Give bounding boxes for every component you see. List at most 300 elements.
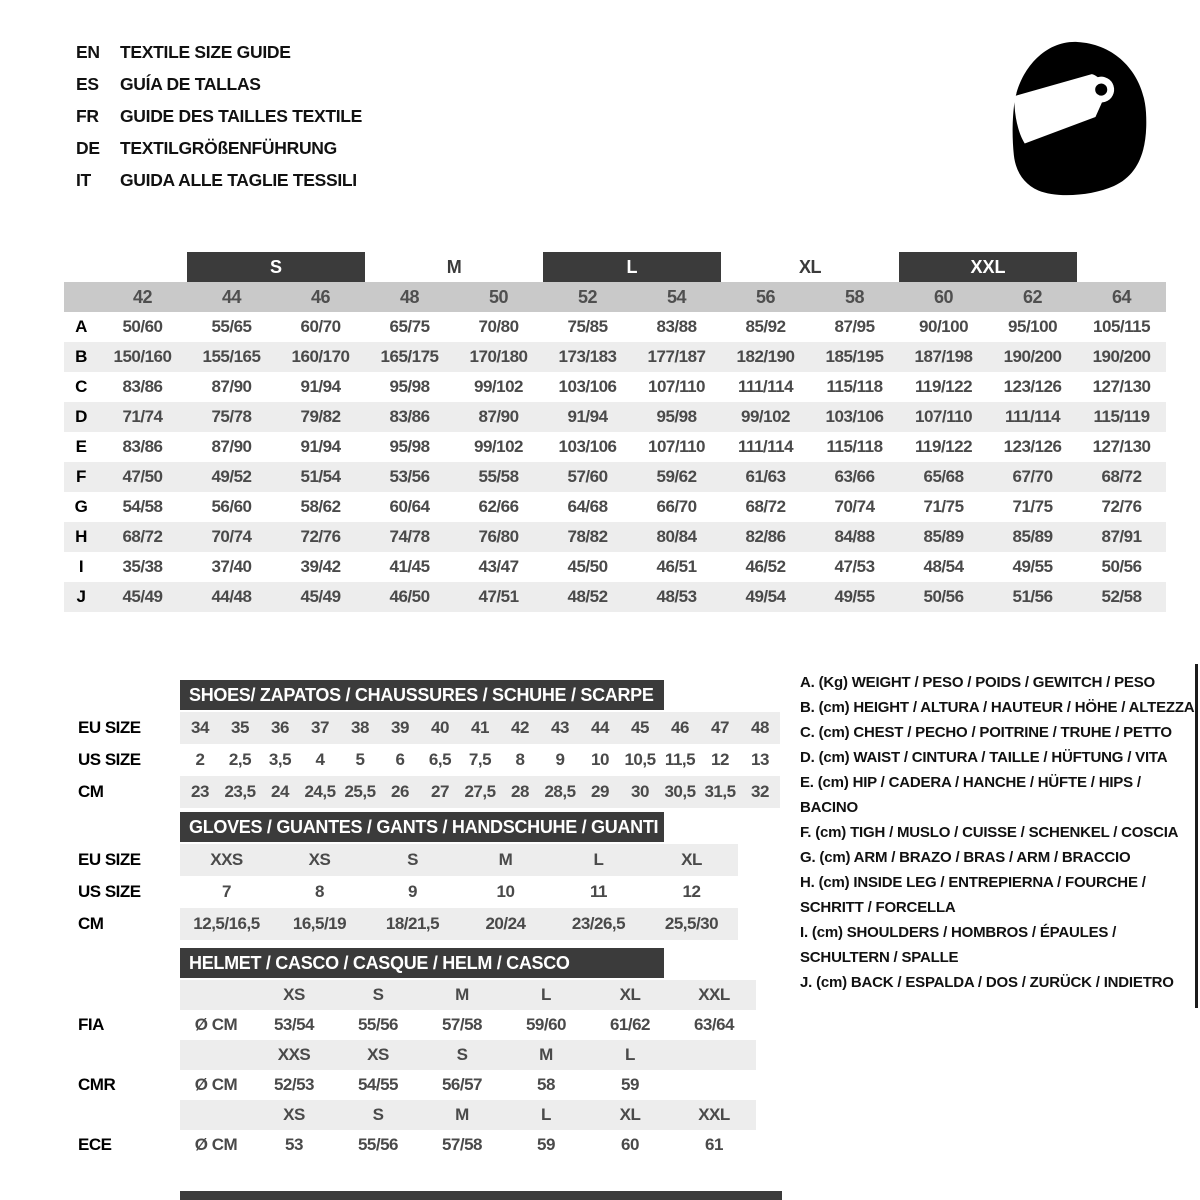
- measurement-value: 55/65: [211, 317, 252, 336]
- shoes-value: 23: [180, 776, 220, 808]
- measurement-value: 103/106: [810, 402, 899, 432]
- gloves-row-eu-size: [66, 844, 738, 876]
- shoes-value: 4: [315, 750, 325, 769]
- gloves-value: XS: [273, 844, 366, 876]
- numeric-size-62: 62: [988, 282, 1077, 312]
- measurement-value: 105/115: [1093, 317, 1151, 336]
- measurement-value: 45/49: [98, 582, 187, 612]
- measurement-value: 111/114: [737, 437, 794, 456]
- measurement-value: 52/58: [1077, 582, 1166, 612]
- measurement-value: 91/94: [543, 402, 632, 432]
- racing-helmet-svg: [982, 30, 1162, 202]
- measurement-value: 48/53: [632, 582, 721, 612]
- gloves-row-label: CM: [66, 908, 180, 940]
- size-group-cell: [543, 252, 721, 282]
- shoes-value: 6: [395, 750, 405, 769]
- helmet-size-value: 58: [537, 1075, 555, 1094]
- band-spacer: [64, 282, 98, 312]
- language-row: [76, 100, 362, 132]
- helmet-size-label: L: [504, 1100, 588, 1130]
- measurement-value: 45/49: [276, 582, 365, 612]
- measurement-value: 67/70: [988, 462, 1077, 492]
- row-letter: G: [74, 497, 88, 516]
- legend-item-g: G. (cm) ARM / BRAZO / BRAS / ARM / BRACCIO: [800, 849, 1131, 866]
- numeric-size-58: 58: [810, 282, 899, 312]
- measurement-value: 87/95: [834, 317, 875, 336]
- guide-title-de: TEXTILGRÖßENFÜHRUNG: [120, 138, 337, 158]
- numeric-size-54: 54: [632, 282, 721, 312]
- measurement-value: 58/62: [300, 497, 341, 516]
- measurement-value: 75/78: [187, 402, 276, 432]
- numeric-size-56: 56: [721, 282, 810, 312]
- measurement-value: 119/122: [915, 437, 973, 456]
- gloves-value: XL: [645, 844, 738, 876]
- shoes-value: 7,5: [468, 750, 492, 769]
- shoes-value: 28: [500, 776, 540, 808]
- numeric-size-46: 46: [276, 282, 365, 312]
- measurement-value: 170/180: [454, 342, 543, 372]
- helmet-size-label: S: [336, 1100, 420, 1130]
- measurement-value: 85/89: [899, 522, 988, 552]
- helmet-section-title: HELMET / CASCO / CASQUE / HELM / CASCO: [189, 953, 570, 973]
- gloves-table: [66, 844, 738, 940]
- gloves-section-title: GLOVES / GUANTES / GANTS / HANDSCHUHE / GUANTI: [189, 817, 659, 837]
- helmet-size-value: 56/57: [441, 1075, 483, 1094]
- helmet-size-value: 61: [705, 1135, 723, 1154]
- measurement-value: 160/170: [276, 342, 365, 372]
- helmet-size-label: XS: [336, 1040, 420, 1070]
- helmet-unit-spacer: [180, 1040, 252, 1070]
- gloves-section-header: [180, 812, 664, 842]
- measurement-row-h: [64, 522, 1166, 552]
- measurement-value: 99/102: [721, 402, 810, 432]
- size-group-label-xl: XL: [799, 257, 822, 277]
- measurement-value: 59/62: [632, 462, 721, 492]
- shoes-value: 46: [660, 712, 700, 744]
- shoes-value: 11,5: [664, 750, 696, 769]
- measurement-value: 187/198: [899, 342, 988, 372]
- shoes-row-us-size: [66, 744, 780, 776]
- helmet-size-value: 60: [621, 1135, 639, 1154]
- helmet-size-value: 61/62: [609, 1015, 651, 1034]
- numeric-size-42: 42: [98, 282, 187, 312]
- shoes-value: 29: [580, 776, 620, 808]
- shoes-value: 27,5: [460, 776, 500, 808]
- shoes-table: [66, 712, 780, 808]
- measurement-value: 95/98: [389, 377, 430, 396]
- measurement-value: 83/86: [122, 437, 163, 456]
- helmet-size-label: L: [504, 980, 588, 1010]
- helmet-size-label: XXS: [252, 1040, 336, 1070]
- helmet-size-label: [672, 1040, 756, 1070]
- helmet-standards-table: [66, 980, 756, 1160]
- measurement-value: 76/80: [454, 522, 543, 552]
- shoes-value: 47: [700, 712, 740, 744]
- language-code: EN: [76, 42, 100, 62]
- shoes-value: 5: [355, 750, 365, 769]
- helmet-size-label: XS: [252, 980, 336, 1010]
- shoes-value: 2: [195, 750, 205, 769]
- guide-title-es: GUÍA DE TALLAS: [120, 74, 261, 94]
- shoes-value: 34: [180, 712, 220, 744]
- measurement-value: 91/94: [300, 437, 341, 456]
- shoes-value: 3,5: [268, 750, 292, 769]
- measurement-value: 155/165: [187, 342, 276, 372]
- measurement-row-g: [64, 492, 1166, 522]
- measurement-row-d: [64, 402, 1166, 432]
- measurement-value: 173/183: [543, 342, 632, 372]
- row-letter: B: [64, 342, 98, 372]
- helmet-sizes-row-cmr: [66, 1040, 756, 1070]
- gloves-value: L: [552, 844, 645, 876]
- legend-item-h: H. (cm) INSIDE LEG / ENTREPIERNA / FOURCHE / SCHRITT / FORCELLA: [800, 874, 1146, 916]
- size-group-cell: [187, 252, 365, 282]
- shoes-value: 42: [500, 712, 540, 744]
- helmet-size-value: 57/58: [441, 1135, 483, 1154]
- language-row: [76, 164, 362, 196]
- measurement-value: 65/75: [389, 317, 430, 336]
- measurement-value: 50/60: [122, 317, 163, 336]
- measurement-value: 65/68: [899, 462, 988, 492]
- measurement-value: 47/50: [98, 462, 187, 492]
- measurement-value: 87/90: [211, 377, 252, 396]
- cropped-footer-bar: [180, 1191, 782, 1200]
- measurement-value: 83/86: [365, 402, 454, 432]
- gloves-value: 16,5/19: [273, 908, 366, 940]
- numeric-band-row: [64, 282, 1166, 312]
- helmet-size-value: 55/56: [357, 1135, 399, 1154]
- size-group-label-l: L: [543, 252, 721, 282]
- guide-title-fr: GUIDE DES TAILLES TEXTILE: [120, 106, 363, 126]
- row-letter: H: [64, 522, 98, 552]
- helmet-size-value: 54/55: [357, 1075, 399, 1094]
- gloves-value: S: [366, 844, 459, 876]
- helmet-size-value: 52/53: [273, 1075, 315, 1094]
- measurement-value: 71/74: [98, 402, 187, 432]
- row-letter: J: [64, 582, 98, 612]
- racing-helmet-icon: [982, 30, 1162, 202]
- shoes-value: 36: [260, 712, 300, 744]
- size-group-header-row: [64, 252, 1166, 282]
- helmet-size-value: 59: [537, 1135, 555, 1154]
- shoes-row-label: EU SIZE: [66, 712, 180, 744]
- gloves-row-label: US SIZE: [66, 876, 180, 908]
- legend-item-i: I. (cm) SHOULDERS / HOMBROS / ÉPAULES / SCHULTERN / SPALLE: [800, 924, 1117, 966]
- shoes-value: 45: [620, 712, 660, 744]
- helmet-size-label: L: [588, 1040, 672, 1070]
- shoes-value: 12: [711, 750, 729, 769]
- measurement-value: 99/102: [474, 437, 524, 456]
- measurement-value: 75/85: [567, 317, 608, 336]
- helmet-size-label: M: [420, 1100, 504, 1130]
- measurement-value: 54/58: [122, 497, 163, 516]
- shoes-value: 41: [460, 712, 500, 744]
- measurement-legend: [800, 670, 1200, 995]
- measurement-value: 111/114: [988, 402, 1077, 432]
- shoes-value: 38: [340, 712, 380, 744]
- gloves-value: M: [459, 844, 552, 876]
- measurement-value: 85/92: [745, 317, 786, 336]
- size-group-label-xxl: XXL: [899, 252, 1077, 282]
- measurement-value: 70/74: [187, 522, 276, 552]
- helmet-values-row-cmr: [66, 1070, 756, 1100]
- row-letter: F: [64, 462, 98, 492]
- shoes-value: 32: [740, 776, 780, 808]
- measurement-value: 123/126: [1003, 377, 1062, 396]
- language-code: FR: [76, 106, 99, 126]
- measurement-value: 95/98: [389, 437, 430, 456]
- helmet-size-value: [672, 1070, 756, 1100]
- measurement-row-e: [64, 432, 1166, 462]
- helmet-values-row-ece: [66, 1130, 756, 1160]
- header-spacer: [1077, 252, 1166, 282]
- measurement-value: 103/106: [558, 437, 617, 456]
- measurement-value: 51/56: [988, 582, 1077, 612]
- measurement-value: 70/80: [478, 317, 519, 336]
- shoes-value: 27: [420, 776, 460, 808]
- language-code: DE: [76, 138, 100, 158]
- helmet-size-label: XXL: [672, 1100, 756, 1130]
- measurement-value: 57/60: [543, 462, 632, 492]
- gloves-value: 12: [682, 882, 701, 901]
- measurement-value: 71/75: [1012, 497, 1053, 516]
- measurement-value: 61/63: [721, 462, 810, 492]
- measurement-value: 182/190: [721, 342, 810, 372]
- measurement-value: 85/89: [988, 522, 1077, 552]
- shoes-row-label: US SIZE: [66, 744, 180, 776]
- measurement-value: 68/72: [98, 522, 187, 552]
- helmet-standard-name: FIA: [66, 1010, 180, 1040]
- helmet-standard-name: CMR: [66, 1070, 180, 1100]
- measurement-value: 91/94: [300, 377, 341, 396]
- gloves-value: 8: [315, 882, 324, 901]
- helmet-size-value: 59: [621, 1075, 639, 1094]
- page-edge-line: [1195, 664, 1198, 1008]
- measurement-row-a: [64, 312, 1166, 342]
- helmet-sizes-spacer: [66, 1040, 180, 1070]
- helmet-sizes-spacer: [66, 1100, 180, 1130]
- helmet-size-label: XL: [588, 1100, 672, 1130]
- measurement-value: 70/74: [834, 497, 875, 516]
- measurement-value: 78/82: [543, 522, 632, 552]
- helmet-standard-name: ECE: [66, 1130, 180, 1160]
- helmet-size-label: S: [420, 1040, 504, 1070]
- shoes-value: 39: [380, 712, 420, 744]
- helmet-values-row-fia: [66, 1010, 756, 1040]
- measurement-row-i: [64, 552, 1166, 582]
- shoes-row-label: CM: [66, 776, 180, 808]
- measurement-value: 45/50: [567, 557, 608, 576]
- shoes-value: 25,5: [340, 776, 380, 808]
- row-letter: C: [75, 377, 87, 396]
- shoes-value: 30: [620, 776, 660, 808]
- row-letter: I: [78, 557, 84, 576]
- measurement-value: 87/90: [454, 402, 543, 432]
- shoes-value: 43: [540, 712, 580, 744]
- measurement-value: 49/54: [721, 582, 810, 612]
- numeric-size-48: 48: [365, 282, 454, 312]
- numeric-size-44: 44: [187, 282, 276, 312]
- measurement-value: 35/38: [122, 557, 163, 576]
- numeric-size-52: 52: [543, 282, 632, 312]
- legend-item-e: E. (cm) HIP / CADERA / HANCHE / HÜFTE / HIPS / BACINO: [800, 774, 1141, 816]
- language-row: [76, 68, 362, 100]
- measurement-value: 123/126: [1003, 437, 1062, 456]
- shoes-value: 8: [515, 750, 525, 769]
- shoes-value: 10: [591, 750, 609, 769]
- measurement-value: 47/53: [834, 557, 875, 576]
- helmet-table-wrap: [66, 980, 756, 1160]
- shoes-value: 23,5: [220, 776, 260, 808]
- measurement-value: 41/45: [389, 557, 430, 576]
- gloves-table-wrap: [66, 844, 738, 940]
- measurement-value: 99/102: [474, 377, 524, 396]
- helmet-unit-label: Ø CM: [194, 1135, 238, 1154]
- measurement-value: 90/100: [919, 317, 969, 336]
- measurement-value: 68/72: [745, 497, 786, 516]
- helmet-size-label: M: [504, 1040, 588, 1070]
- measurement-value: 107/110: [899, 402, 988, 432]
- row-letter: E: [75, 437, 87, 456]
- shoes-value: 37: [300, 712, 340, 744]
- measurement-value: 185/195: [810, 342, 899, 372]
- gloves-value: 18/21,5: [366, 908, 459, 940]
- helmet-sizes-row-ece: [66, 1100, 756, 1130]
- measurement-value: 55/58: [454, 462, 543, 492]
- gloves-value: 7: [222, 882, 231, 901]
- measurement-value: 44/48: [187, 582, 276, 612]
- measurement-value: 79/82: [276, 402, 365, 432]
- measurement-value: 127/130: [1092, 377, 1151, 396]
- shoes-table-wrap: [66, 712, 780, 808]
- measurement-value: 53/56: [365, 462, 454, 492]
- measurement-value: 60/70: [300, 317, 341, 336]
- helmet-size-value: 55/56: [357, 1015, 399, 1034]
- garment-size-table: [64, 252, 1166, 612]
- helmet-size-value: 59/60: [525, 1015, 567, 1034]
- measurement-value: 190/200: [1077, 342, 1166, 372]
- language-row: [76, 36, 362, 68]
- measurement-value: 39/42: [300, 557, 341, 576]
- shoes-value: 6,5: [428, 750, 452, 769]
- measurement-value: 83/88: [656, 317, 697, 336]
- gloves-value: 9: [408, 882, 417, 901]
- size-group-cell: [721, 252, 899, 282]
- shoes-row-eu-size: [66, 712, 780, 744]
- measurement-value: 48/52: [543, 582, 632, 612]
- helmet-size-value: 53/54: [273, 1015, 315, 1034]
- measurement-value: 49/55: [1012, 557, 1053, 576]
- gloves-row-cm: [66, 908, 738, 940]
- measurement-value: 87/91: [1077, 522, 1166, 552]
- helmet-sizes-spacer: [66, 980, 180, 1010]
- garment-size-table-wrap: [64, 252, 1166, 612]
- shoes-section-title: SHOES/ ZAPATOS / CHAUSSURES / SCHUHE / SCARPE: [189, 685, 654, 705]
- shoes-value: 44: [580, 712, 620, 744]
- measurement-value: 83/86: [122, 377, 163, 396]
- measurement-value: 190/200: [988, 342, 1077, 372]
- measurement-value: 50/56: [899, 582, 988, 612]
- language-row: [76, 132, 362, 164]
- measurement-row-j: [64, 582, 1166, 612]
- helmet-size-label: S: [336, 980, 420, 1010]
- helmet-unit-spacer: [180, 980, 252, 1010]
- helmet-size-value: 57/58: [441, 1015, 483, 1034]
- measurement-value: 74/78: [365, 522, 454, 552]
- shoes-value: 26: [380, 776, 420, 808]
- helmet-size-label: M: [420, 980, 504, 1010]
- shoes-value: 2,5: [228, 750, 252, 769]
- measurement-value: 127/130: [1092, 437, 1151, 456]
- measurement-value: 49/55: [810, 582, 899, 612]
- measurement-value: 82/86: [721, 522, 810, 552]
- guide-title-en: TEXTILE SIZE GUIDE: [120, 42, 291, 62]
- measurement-value: 84/88: [810, 522, 899, 552]
- language-code: IT: [76, 170, 91, 190]
- header-spacer: [64, 252, 187, 282]
- helmet-unit-spacer: [180, 1100, 252, 1130]
- measurement-value: 56/60: [211, 497, 252, 516]
- shoes-value: 24,5: [300, 776, 340, 808]
- shoes-value: 35: [220, 712, 260, 744]
- measurement-value: 107/110: [648, 377, 706, 396]
- language-title-list: [76, 36, 362, 196]
- legend-item-f: F. (cm) TIGH / MUSLO / CUISSE / SCHENKEL / COSCIA: [800, 824, 1179, 841]
- size-group-cell: [899, 252, 1077, 282]
- measurement-value: 115/118: [826, 437, 883, 456]
- helmet-size-label: XS: [252, 1100, 336, 1130]
- shoes-value: 28,5: [540, 776, 580, 808]
- measurement-value: 63/66: [810, 462, 899, 492]
- measurement-value: 49/52: [187, 462, 276, 492]
- measurement-value: 37/40: [211, 557, 252, 576]
- size-group-label-m: M: [446, 257, 462, 277]
- measurement-value: 48/54: [923, 557, 964, 576]
- measurement-value: 60/64: [389, 497, 430, 516]
- measurement-row-f: [64, 462, 1166, 492]
- gloves-value: 20/24: [459, 908, 552, 940]
- shoes-value: 40: [420, 712, 460, 744]
- measurement-value: 115/119: [1077, 402, 1166, 432]
- measurement-value: 46/51: [656, 557, 697, 576]
- legend-item-a: A. (Kg) WEIGHT / PESO / POIDS / GEWITCH / PESO: [800, 674, 1155, 691]
- helmet-size-label: XXL: [672, 980, 756, 1010]
- helmet-size-label: XL: [588, 980, 672, 1010]
- measurement-value: 51/54: [276, 462, 365, 492]
- measurement-value: 95/98: [632, 402, 721, 432]
- shoes-value: 13: [751, 750, 769, 769]
- guide-title-it: GUIDA ALLE TAGLIE TESSILI: [120, 170, 357, 190]
- measurement-value: 50/56: [1101, 557, 1142, 576]
- measurement-value: 80/84: [632, 522, 721, 552]
- helmet-unit-label: Ø CM: [194, 1075, 238, 1094]
- gloves-value: 10: [496, 882, 515, 901]
- measurement-value: 46/52: [745, 557, 786, 576]
- measurement-value: 71/75: [923, 497, 964, 516]
- gloves-row-label: EU SIZE: [66, 844, 180, 876]
- shoes-value: 9: [555, 750, 565, 769]
- shoes-value: 31,5: [700, 776, 740, 808]
- measurement-value: 95/100: [1008, 317, 1058, 336]
- measurement-value: 115/118: [826, 377, 883, 396]
- measurement-value: 72/76: [1101, 497, 1142, 516]
- legend-item-b: B. (cm) HEIGHT / ALTURA / HAUTEUR / HÖHE / ALTEZZA: [800, 699, 1195, 716]
- helmet-size-value: 63/64: [693, 1015, 735, 1034]
- gloves-value: 11: [590, 882, 607, 901]
- measurement-value: 87/90: [211, 437, 252, 456]
- gloves-value: 25,5/30: [645, 908, 738, 940]
- measurement-row-b: [64, 342, 1166, 372]
